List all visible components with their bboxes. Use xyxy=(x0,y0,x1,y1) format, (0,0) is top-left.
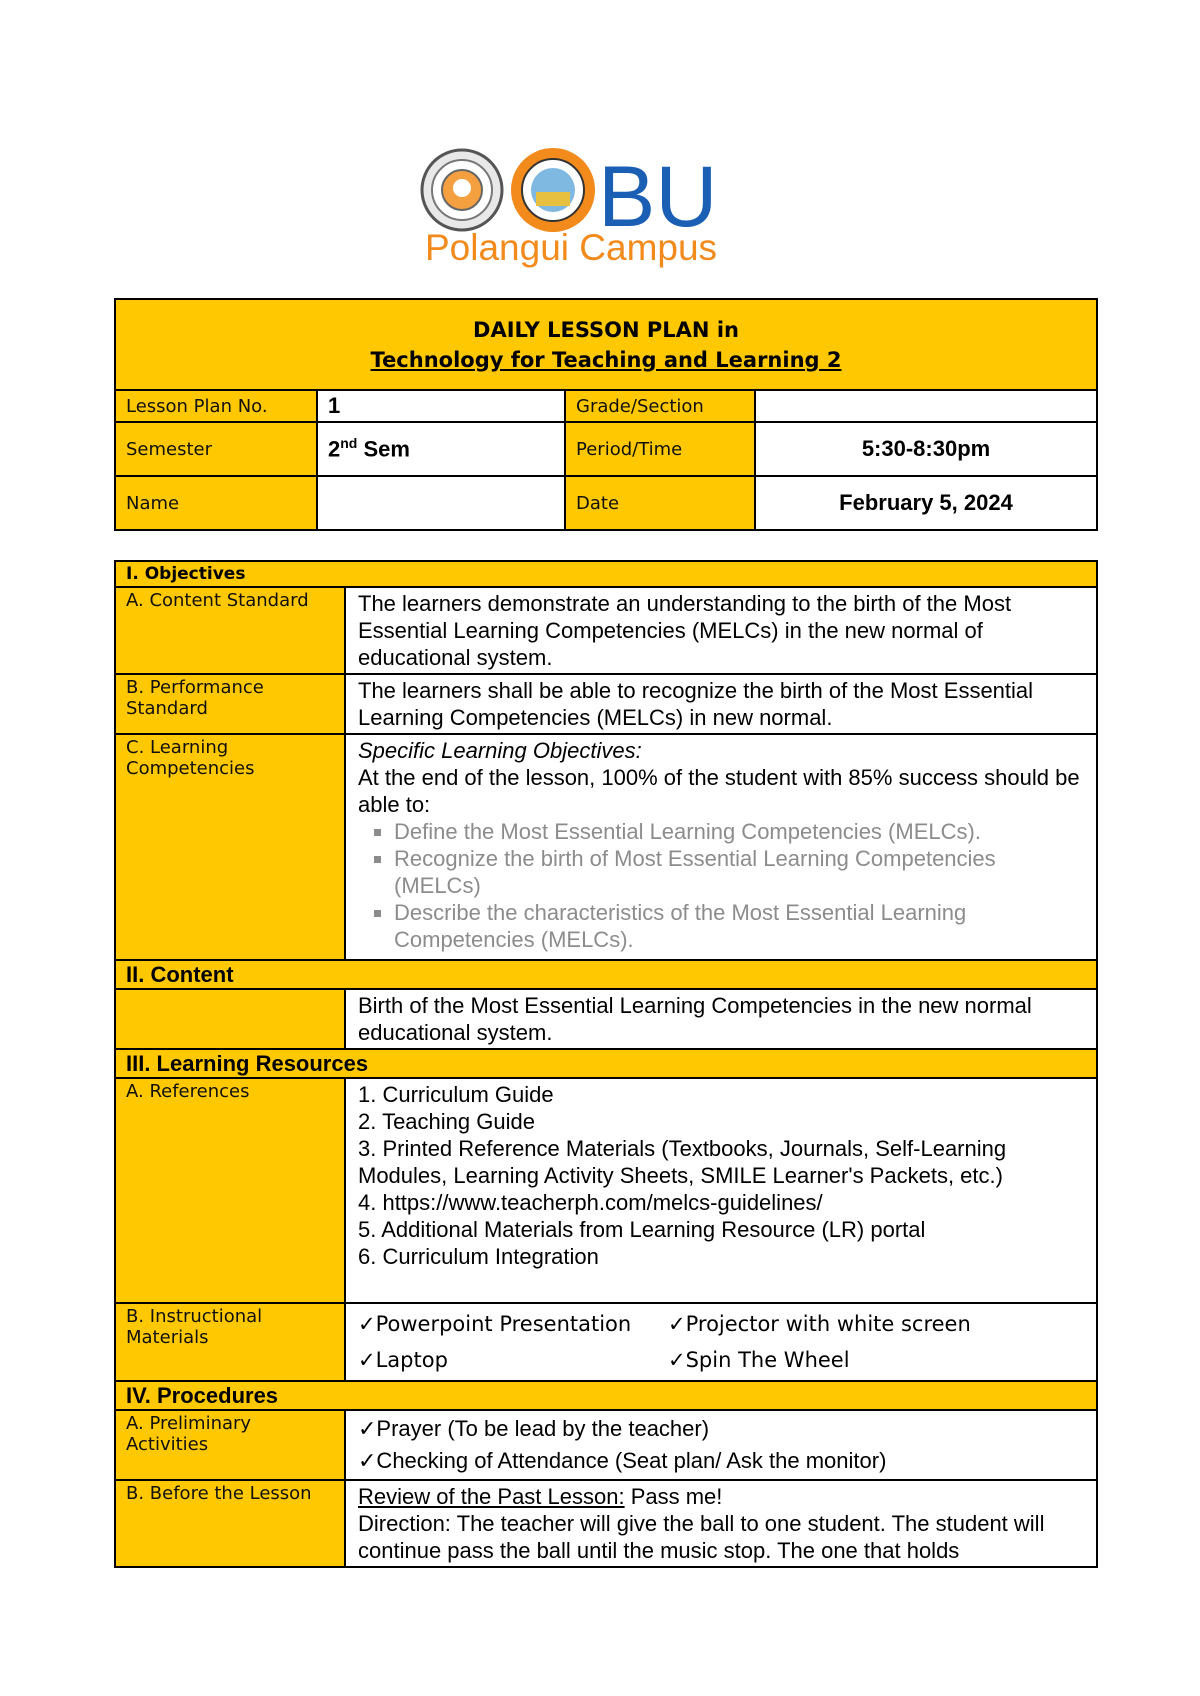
reference-item: 2. Teaching Guide xyxy=(358,1109,535,1134)
objective-item: ▪ Describe the characteristics of the Most Essential Learning Competencies (MELCs). xyxy=(394,899,1086,953)
objectives-list xyxy=(358,818,1086,953)
lesson-plan-value: 1 xyxy=(317,390,565,422)
review-label: Review of the Past Lesson: xyxy=(358,1484,625,1509)
objectives-heading: I. Objectives xyxy=(115,561,1097,587)
preliminary-activities-cell xyxy=(345,1410,1097,1480)
instructional-materials-cell xyxy=(345,1303,1097,1381)
semester-label: Semester xyxy=(115,422,317,476)
logo-text: BU xyxy=(598,149,718,245)
semester-word: Sem xyxy=(357,436,410,462)
lesson-header-table xyxy=(114,298,1098,531)
preliminary-activities-label: A. Preliminary Activities xyxy=(115,1410,345,1480)
performance-standard-label: B. Performance Standard xyxy=(115,674,345,734)
semester-value xyxy=(317,422,565,476)
plan-title: DAILY LESSON PLAN in xyxy=(473,317,739,342)
content-text: Birth of the Most Essential Learning Competencies in the new normal educational system. xyxy=(345,989,1097,1049)
semester-num: 2 xyxy=(328,436,341,462)
reference-item: 3. Printed Reference Materials (Textbooks, Journals, Self-Learning Modules, Learning Activity Sheets, SMILE Learner's Packets, etc.) xyxy=(358,1136,1007,1188)
before-lesson-label: B. Before the Lesson xyxy=(115,1480,345,1567)
procedures-heading: IV. Procedures xyxy=(115,1381,1097,1410)
name-value xyxy=(317,476,565,530)
lesson-plan-label: Lesson Plan No. xyxy=(115,390,317,422)
date-value: February 5, 2024 xyxy=(755,476,1097,530)
instructional-materials-label: B. Instructional Materials xyxy=(115,1303,345,1381)
grade-value xyxy=(755,390,1097,422)
objective-item: ▪ Recognize the birth of Most Essential Learning Competencies (MELCs) xyxy=(394,845,1086,899)
period-label: Period/Time xyxy=(565,422,755,476)
objectives-intro: At the end of the lesson, 100% of the student with 85% success should be able to: xyxy=(358,765,1080,817)
reference-link[interactable]: 4. https://www.teacherph.com/melcs-guidelines/ xyxy=(358,1190,823,1215)
reference-item: 1. Curriculum Guide xyxy=(358,1082,554,1107)
references-cell xyxy=(345,1078,1097,1303)
before-lesson-cell xyxy=(345,1480,1097,1567)
material-item: ✓Projector with white screen xyxy=(668,1312,971,1336)
lesson-body-table xyxy=(114,560,1098,1568)
direction-text: Direction: The teacher will give the ball to one student. The student will continue pass the ball until the music stop. The one that holds xyxy=(358,1511,1045,1563)
learning-competencies-cell xyxy=(345,734,1097,960)
review-value: Pass me! xyxy=(624,1484,723,1509)
campus-name: Polangui Campus xyxy=(425,227,718,268)
learning-competencies-label: C. Learning Competencies xyxy=(115,734,345,960)
grade-label: Grade/Section xyxy=(565,390,755,422)
specific-objectives-heading: Specific Learning Objectives: xyxy=(358,738,642,763)
semester-sup: nd xyxy=(340,435,358,452)
campus-seal-icon xyxy=(511,148,595,232)
performance-standard-text: The learners shall be able to recognize the birth of the Most Essential Learning Competencies (MELCs) in new normal. xyxy=(345,674,1097,734)
content-standard-text: The learners demonstrate an understanding to the birth of the Most Essential Learning Competencies (MELCs) in the new normal of educational system. xyxy=(345,587,1097,674)
plan-subject: Technology for Teaching and Learning 2 xyxy=(370,347,842,372)
references-label: A. References xyxy=(115,1078,345,1303)
content-standard-label: A. Content Standard xyxy=(115,587,345,674)
content-heading: II. Content xyxy=(115,960,1097,989)
content-label-cell xyxy=(115,989,345,1049)
material-item: ✓Powerpoint Presentation xyxy=(358,1312,632,1336)
material-item: ✓Spin The Wheel xyxy=(668,1348,850,1372)
plan-title-cell xyxy=(115,299,1097,390)
period-value: 5:30-8:30pm xyxy=(755,422,1097,476)
date-label: Date xyxy=(565,476,755,530)
seal-icon xyxy=(422,150,502,230)
university-logo xyxy=(420,148,780,268)
preliminary-item: ✓Checking of Attendance (Seat plan/ Ask the monitor) xyxy=(358,1448,887,1473)
resources-heading: III. Learning Resources xyxy=(115,1049,1097,1078)
preliminary-item: ✓Prayer (To be lead by the teacher) xyxy=(358,1416,710,1441)
material-item: ✓Laptop xyxy=(358,1348,448,1372)
reference-item: 6. Curriculum Integration xyxy=(358,1244,599,1269)
reference-item: 5. Additional Materials from Learning Resource (LR) portal xyxy=(358,1217,926,1242)
objective-item: ▪ Define the Most Essential Learning Competencies (MELCs). xyxy=(394,818,1086,845)
name-label: Name xyxy=(115,476,317,530)
